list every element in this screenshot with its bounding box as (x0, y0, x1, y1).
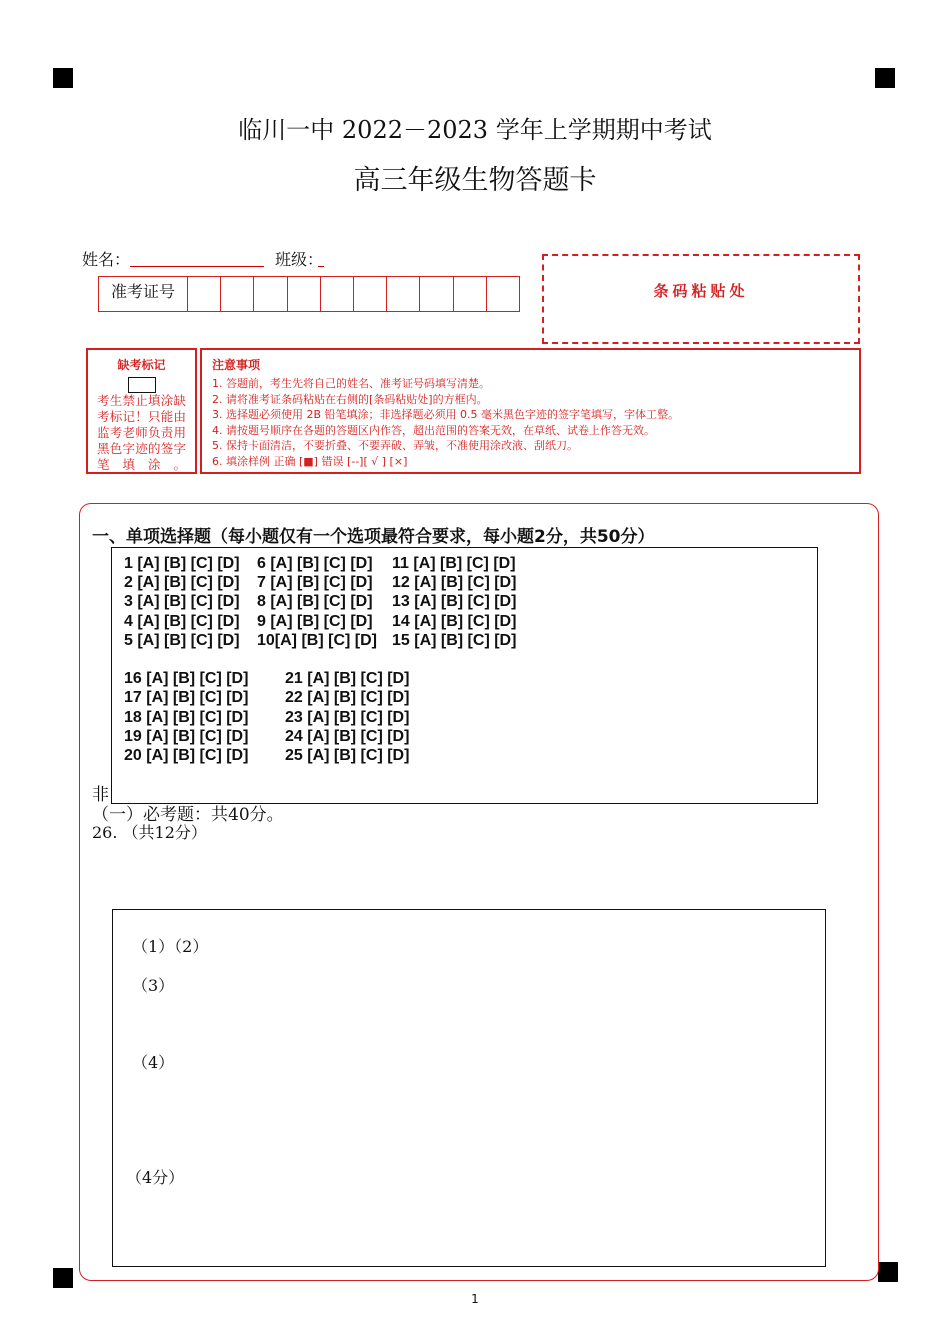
section1-title: 一、单项选择题（每小题仅有一个选项最符合要求，每小题2分，共50分） (92, 527, 655, 547)
mc-spacer (124, 650, 805, 669)
barcode-area: 条码粘贴处 (542, 254, 860, 344)
mc-question[interactable]: 23 [A] [B] [C] [D] (285, 708, 410, 726)
answer-part-1-2: （1）（2） (132, 937, 209, 956)
mc-question[interactable]: 24 [A] [B] [C] [D] (285, 727, 410, 745)
answer-box-26[interactable] (112, 909, 826, 1267)
mc-question[interactable]: 12 [A] [B] [C] [D] (392, 574, 517, 592)
answer-part-3: （3） (132, 976, 175, 995)
absent-mark-checkbox[interactable] (128, 377, 156, 393)
answer-part-4: （4） (132, 1053, 175, 1072)
mc-question[interactable]: 9 [A] [B] [C] [D] (257, 612, 373, 630)
exam-id-cell[interactable] (254, 277, 287, 311)
name-input-line[interactable] (130, 265, 264, 267)
mc-row (124, 554, 805, 573)
mc-row (124, 573, 805, 592)
mc-question[interactable]: 2 [A] [B] [C] [D] (124, 574, 240, 592)
mc-row (124, 631, 805, 650)
mc-question[interactable]: 7 [A] [B] [C] [D] (257, 574, 373, 592)
mc-question[interactable]: 21 [A] [B] [C] [D] (285, 670, 410, 688)
mc-question[interactable]: 19 [A] [B] [C] [D] (124, 727, 249, 745)
mc-question[interactable]: 25 [A] [B] [C] [D] (285, 746, 410, 764)
note-item: 4. 请按题号顺序在各题的答题区内作答，超出范围的答案无效，在草纸、试卷上作答无效。 (212, 423, 655, 437)
registration-mark-bottom-right (878, 1262, 898, 1282)
mc-question[interactable]: 18 [A] [B] [C] [D] (124, 708, 249, 726)
exam-title: 临川一中 2022－2023 学年上学期期中考试 (238, 116, 712, 144)
mc-question[interactable]: 3 [A] [B] [C] [D] (124, 593, 240, 611)
exam-id-cell[interactable] (321, 277, 354, 311)
mc-row (124, 727, 805, 746)
notes-title: 注意事项 (212, 358, 261, 372)
mc-question[interactable]: 13 [A] [B] [C] [D] (392, 593, 517, 611)
exam-id-cell[interactable] (487, 277, 519, 311)
mc-row (124, 746, 805, 765)
card-subtitle: 高三年级生物答题卡 (353, 165, 597, 196)
question-26-label: 26. （共12分） (92, 823, 207, 842)
mc-question[interactable]: 5 [A] [B] [C] [D] (124, 631, 240, 649)
mc-question[interactable]: 4 [A] [B] [C] [D] (124, 612, 240, 630)
absent-mark-title: 缺考标记 (117, 358, 166, 372)
exam-id-grid (98, 276, 520, 312)
note-item: 2. 请将准考证条码粘贴在右侧的[条码粘贴处]的方框内。 (212, 392, 488, 406)
note-item: 6. 填涂样例 正确 [■] 错误 [--][ √ ] [×] (212, 454, 408, 468)
multiple-choice-box (111, 547, 818, 804)
mc-question[interactable]: 1 [A] [B] [C] [D] (124, 555, 240, 572)
answer-points: （4分） (126, 1168, 185, 1187)
note-item: 5. 保持卡面清洁，不要折叠、不要弄破、弄皱，不准使用涂改液、刮纸刀。 (212, 439, 578, 452)
exam-id-cell[interactable] (221, 277, 254, 311)
mc-question[interactable]: 11 [A] [B] [C] [D] (392, 555, 516, 572)
exam-id-cell[interactable] (454, 277, 487, 311)
mc-question[interactable]: 17 [A] [B] [C] [D] (124, 689, 249, 707)
registration-mark-top-left (53, 68, 73, 88)
mc-question[interactable]: 10[A] [B] [C] [D] (257, 631, 377, 649)
mc-question[interactable]: 15 [A] [B] [C] [D] (392, 631, 517, 649)
mc-row (124, 612, 805, 631)
mc-question[interactable]: 14 [A] [B] [C] [D] (392, 612, 517, 630)
mc-row (124, 688, 805, 707)
registration-mark-top-right (875, 68, 895, 88)
mc-question[interactable]: 16 [A] [B] [C] [D] (124, 670, 249, 688)
class-input-line[interactable] (318, 265, 324, 267)
absent-mark-instructions: 考生禁止填涂缺考标记！只能由监考老师负责用黑色字迹的签字笔填涂。 (97, 393, 186, 472)
exam-id-label: 准考证号 (99, 277, 188, 311)
exam-id-cell[interactable] (188, 277, 221, 311)
notes-panel (200, 348, 861, 474)
exam-id-cell[interactable] (354, 277, 387, 311)
exam-id-cell[interactable] (387, 277, 420, 311)
section2-subtitle: （一）必考题：共40分。 (92, 805, 284, 825)
page-number: 1 (471, 1292, 479, 1306)
mc-question[interactable]: 6 [A] [B] [C] [D] (257, 555, 373, 572)
mc-row (124, 592, 805, 611)
mc-row (124, 708, 805, 727)
mc-row (124, 669, 805, 688)
mc-question[interactable]: 20 [A] [B] [C] [D] (124, 746, 249, 764)
exam-id-cell[interactable] (420, 277, 453, 311)
note-item: 1. 答题前，考生先将自己的姓名、准考证号码填写清楚。 (212, 377, 490, 390)
name-label: 姓名： (82, 250, 131, 269)
class-label: 班级： (275, 250, 324, 269)
section2-title: 非 (92, 785, 109, 805)
absent-mark-panel (86, 348, 197, 474)
mc-question[interactable]: 22 [A] [B] [C] [D] (285, 689, 410, 707)
note-item: 3. 选择题必须使用 2B 铅笔填涂；非选择题必须用 0.5 毫米黑色字迹的签字笔填写，字体工整。 (212, 408, 680, 421)
mc-question[interactable]: 8 [A] [B] [C] [D] (257, 593, 373, 611)
exam-id-cell[interactable] (288, 277, 321, 311)
registration-mark-bottom-left (53, 1268, 73, 1288)
